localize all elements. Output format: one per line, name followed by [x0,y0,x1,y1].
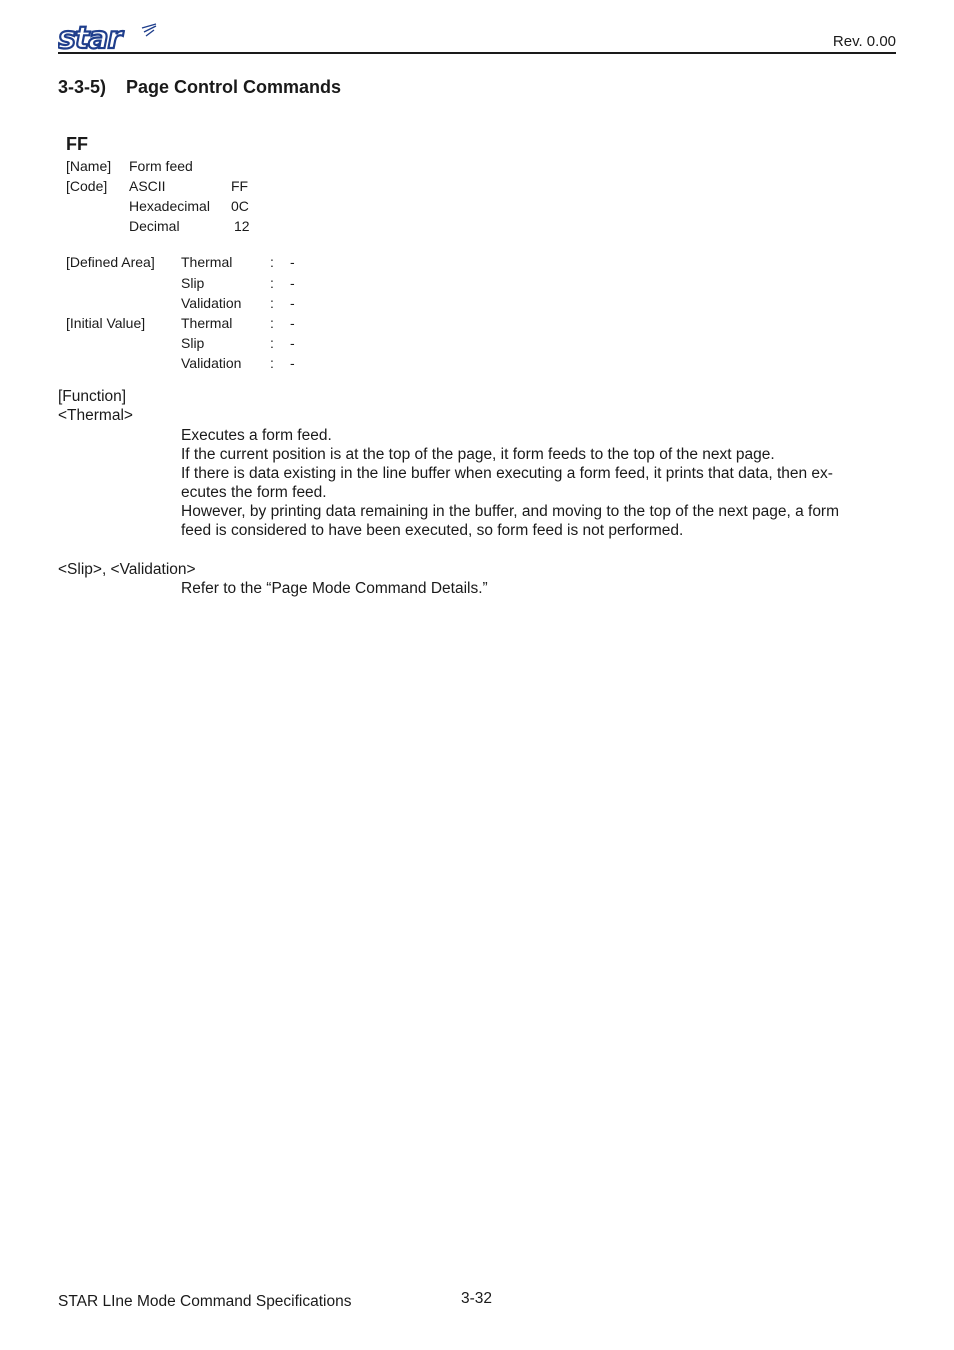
thermal-line: feed is considered to have been executed, so form feed is not performed. [181,522,684,539]
command-name: FF [66,134,88,154]
defined-area-value: - [290,295,295,311]
defined-area-value: - [290,275,295,291]
star-logo-text: star [58,22,122,52]
revision-label: Rev. 0.00 [832,33,896,50]
initial-value-value: - [290,335,295,351]
thermal-line: If the current position is at the top of the page, it form feeds to the top of the next page. [181,446,775,463]
defined-area-sep: : [270,275,274,291]
section-title: Page Control Commands [126,77,342,97]
defined-area-mode: Thermal [181,254,233,270]
defined-area-mode: Slip [181,275,205,291]
defined-area-sep: : [270,254,274,270]
code-value: 0C [231,198,249,214]
initial-value-sep: : [270,315,274,331]
code-format: Decimal [129,218,180,234]
initial-value-value: - [290,355,295,371]
initial-value-sep: : [270,335,274,351]
initial-value-value: - [290,315,295,331]
code-format: ASCII [129,178,166,194]
code-format: Hexadecimal [129,198,210,214]
page-number: 3-32 [461,1290,493,1307]
thermal-line: ecutes the form feed. [181,484,327,501]
initial-value-mode: Thermal [181,315,233,331]
defined-area-label: [Defined Area] [66,254,155,270]
thermal-label: <Thermal> [58,407,133,424]
code-value: FF [231,178,249,194]
thermal-line: Executes a form feed. [181,427,332,444]
defined-area-mode: Validation [181,295,242,311]
defined-area-sep: : [270,295,274,311]
name-label: [Name] [66,158,112,174]
section-heading [58,77,341,98]
initial-value-mode: Slip [181,335,205,351]
slip-validation-description: Refer to the “Page Mode Command Details.” [181,580,488,597]
star-logo-mark [142,24,156,36]
slip-validation-label: <Slip>, <Validation> [58,561,196,578]
thermal-description [181,426,871,540]
footer-document-title: STAR LIne Mode Command Specifications [58,1293,352,1310]
name-value: Form feed [129,158,193,174]
initial-value-label: [Initial Value] [66,315,146,331]
initial-value-sep: : [270,355,274,371]
header-divider [58,52,896,54]
function-label: [Function] [58,388,127,405]
section-number: 3-3-5) [58,77,107,97]
code-value: 12 [234,218,250,234]
code-label: [Code] [66,178,108,194]
star-logo [58,22,158,52]
thermal-line: If there is data existing in the line buffer when executing a form feed, it prints that data, then ex- [181,465,833,482]
defined-area-value: - [290,254,295,270]
initial-value-mode: Validation [181,355,242,371]
thermal-line: However, by printing data remaining in the buffer, and moving to the top of the next page, a form [181,503,840,520]
